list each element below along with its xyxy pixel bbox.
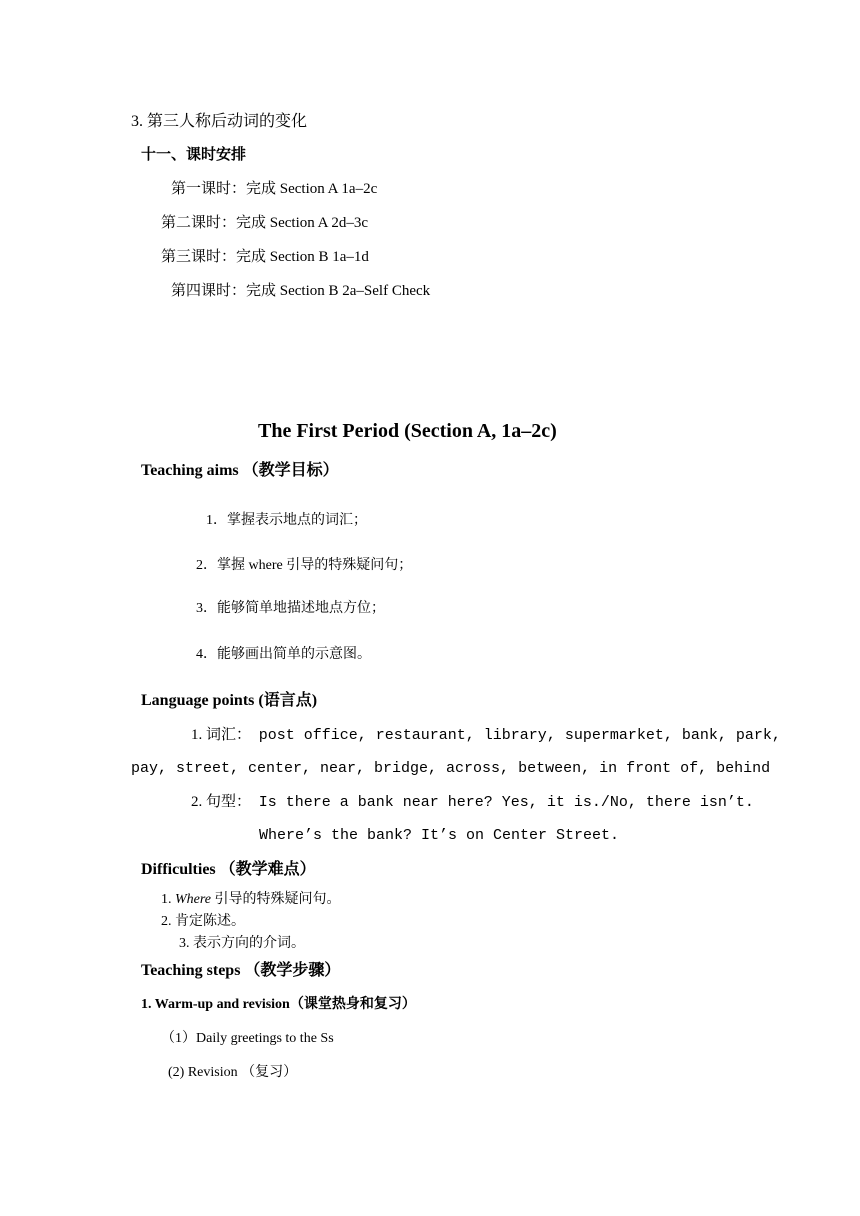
teaching-steps-heading: Teaching steps （教学步骤） xyxy=(141,962,341,979)
sentence-text-1: Is there a bank near here? Yes, it is./No, there isn’t. xyxy=(258,794,754,811)
teaching-aims-heading: Teaching aims （教学目标） xyxy=(141,462,339,479)
vocab-line-1 xyxy=(191,725,781,746)
schedule-item-2: 第二课时：完成 Section A 2d–3c xyxy=(161,215,369,231)
section-item-3: 3. 第三人称后动词的变化 xyxy=(131,113,308,130)
sentence-line-2: Where’s the bank? It’s on Center Street. xyxy=(259,827,620,844)
difficulty-item-1 xyxy=(161,890,341,910)
schedule-item-3: 第三课时：完成 Section B 1a–1d xyxy=(161,249,369,265)
difficulty-item-1-word: Where xyxy=(175,892,212,907)
difficulties-heading: Difficulties （教学难点） xyxy=(141,861,316,878)
difficulty-item-3: 3. 表示方向的介词。 xyxy=(179,936,305,951)
schedule-item-4: 第四课时：完成 Section B 2a–Self Check xyxy=(171,283,431,299)
difficulty-item-2: 2. 肯定陈述。 xyxy=(161,914,245,929)
aim-item-4: 4．能够画出简单的示意图。 xyxy=(196,647,371,662)
vocab-words-1: post office, restaurant, library, supermarket, bank, park, xyxy=(258,727,781,744)
difficulty-item-1-num: 1. xyxy=(161,892,172,907)
step-1-heading: 1. Warm-up and revision（课堂热身和复习） xyxy=(141,997,416,1012)
schedule-item-1: 第一课时：完成 Section A 1a–2c xyxy=(171,181,378,197)
step-1-sub-1: （1）Daily greetings to the Ss xyxy=(161,1031,334,1046)
aim-item-3: 3．能够简单地描述地点方位； xyxy=(196,601,385,616)
language-points-heading: Language points (语言点) xyxy=(141,692,318,709)
step-1-sub-2: (2) Revision （复习） xyxy=(168,1065,298,1080)
vocab-line-2: pay, street, center, near, bridge, across, between, in front of, behind xyxy=(131,760,771,777)
aim-item-2: 2．掌握 where 引导的特殊疑问句； xyxy=(196,558,413,573)
aim-item-1: 1．掌握表示地点的词汇； xyxy=(206,513,367,528)
period-title: The First Period (Section A, 1a–2c) xyxy=(258,420,557,442)
difficulty-item-1-rest: 引导的特殊疑问句。 xyxy=(211,892,341,907)
sentence-label: 2. 句型： xyxy=(191,794,252,810)
sentence-line-1 xyxy=(191,792,754,813)
vocab-label: 1. 词汇： xyxy=(191,727,252,743)
schedule-heading: 十一、课时安排 xyxy=(141,147,247,163)
